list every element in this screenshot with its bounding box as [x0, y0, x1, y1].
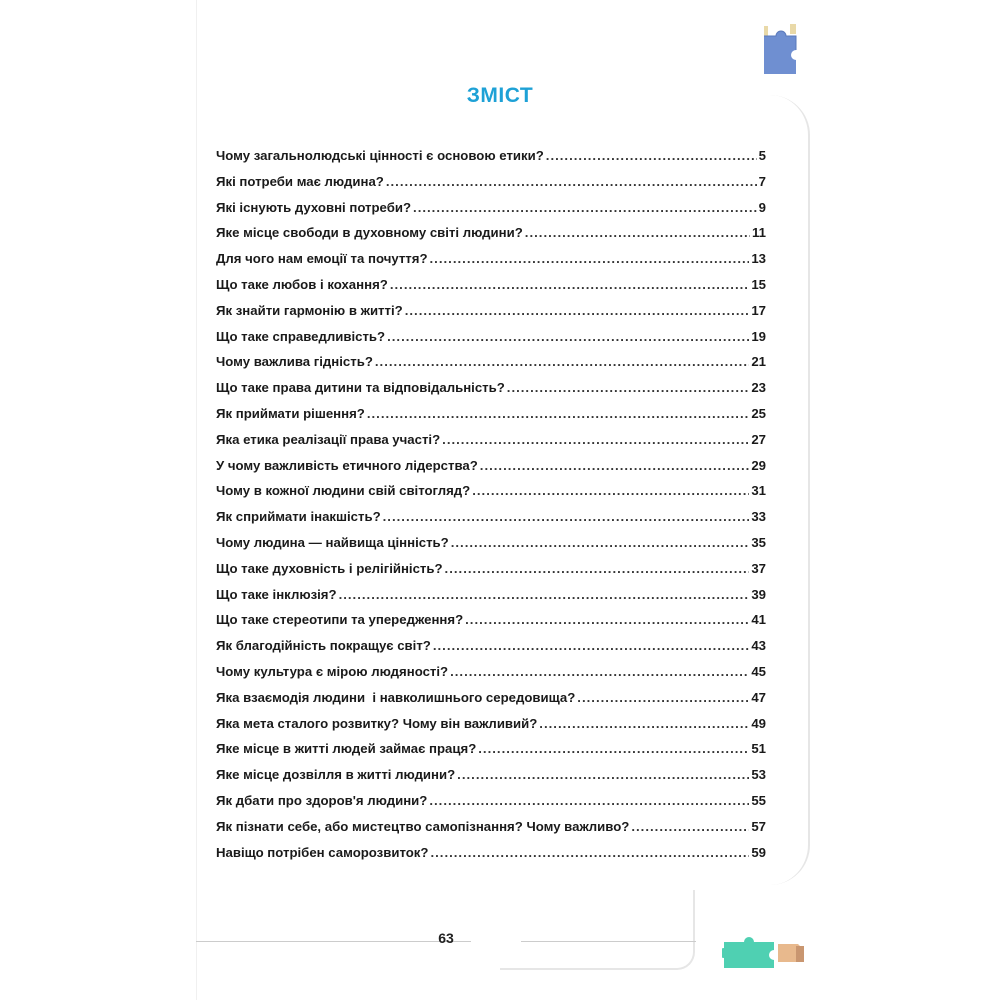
toc-entry-page: 9	[758, 199, 766, 215]
page-title: ЗМІСТ	[466, 84, 534, 107]
toc-dot-leader	[383, 509, 750, 524]
toc-dot-leader	[413, 200, 757, 215]
toc-entry-page: 27	[751, 431, 766, 447]
toc-dot-leader	[457, 767, 749, 782]
toc-dot-leader	[478, 741, 749, 756]
toc-entry-title: Як знайти гармонію в житті?	[216, 302, 403, 318]
toc-dot-leader	[507, 380, 750, 395]
toc-entry-page: 21	[751, 354, 766, 370]
toc-entry-title: Яка мета сталого розвитку? Чому він важливий?	[216, 715, 538, 731]
toc-entry-page: 53	[751, 767, 766, 783]
toc-entry[interactable]	[216, 741, 766, 767]
toc-entry[interactable]	[216, 174, 766, 200]
toc-dot-leader	[430, 251, 750, 266]
toc-entry-page: 45	[751, 663, 766, 679]
toc-entry[interactable]	[216, 329, 766, 355]
toc-dot-leader	[429, 793, 749, 808]
page-edge	[196, 0, 197, 1000]
toc-entry-title: Чому важлива гідність?	[216, 354, 373, 370]
toc-entry-page: 17	[751, 302, 766, 318]
puzzle-piece-icon	[722, 936, 806, 975]
toc-entry-page: 37	[751, 560, 766, 576]
toc-entry[interactable]	[216, 664, 766, 690]
toc-entry-page: 15	[751, 276, 766, 292]
toc-entry-title: Для чого нам емоції та почуття?	[216, 251, 428, 267]
toc-entry-page: 49	[751, 715, 766, 731]
toc-dot-leader	[472, 483, 749, 498]
toc-dot-leader	[405, 303, 750, 318]
table-of-contents	[216, 148, 766, 870]
toc-entry-title: Що таке духовність і релігійність?	[216, 560, 443, 576]
toc-entry[interactable]	[216, 200, 766, 226]
toc-entry-title: Що таке права дитини та відповідальність?	[216, 380, 505, 396]
toc-entry-page: 5	[758, 148, 766, 163]
toc-entry[interactable]	[216, 690, 766, 716]
toc-entry-page: 51	[751, 741, 766, 757]
toc-entry[interactable]	[216, 819, 766, 845]
toc-entry-page: 29	[751, 457, 766, 473]
toc-entry-title: Чому в кожної людини свій світогляд?	[216, 483, 471, 499]
toc-dot-leader	[631, 819, 749, 834]
toc-entry-title: Як благодійність покращує світ?	[216, 638, 431, 654]
toc-entry-title: Що таке інклюзія?	[216, 586, 337, 602]
toc-entry-title: Що таке справедливість?	[216, 328, 386, 344]
toc-entry-title: Як сприймати інакшість?	[216, 509, 381, 525]
toc-dot-leader	[390, 277, 750, 292]
puzzle-piece-icon	[762, 24, 802, 85]
toc-entry[interactable]	[216, 612, 766, 638]
toc-entry-page: 19	[751, 328, 766, 344]
toc-entry[interactable]	[216, 483, 766, 509]
toc-entry[interactable]	[216, 716, 766, 742]
toc-entry-title: Яка взаємодія людини і навколишнього середовища?	[216, 689, 576, 705]
toc-dot-leader	[546, 148, 757, 163]
toc-entry-title: Які існують духовні потреби?	[216, 199, 412, 215]
toc-dot-leader	[442, 432, 749, 447]
toc-entry-page: 39	[751, 586, 766, 602]
toc-dot-leader	[367, 406, 749, 421]
toc-dot-leader	[577, 690, 749, 705]
toc-entry[interactable]	[216, 432, 766, 458]
footer-rule-right	[521, 941, 696, 942]
toc-dot-leader	[375, 354, 749, 369]
page-number: 63	[438, 930, 454, 946]
toc-dot-leader	[386, 174, 757, 189]
toc-entry[interactable]	[216, 535, 766, 561]
toc-entry-page: 23	[751, 380, 766, 396]
toc-entry[interactable]	[216, 380, 766, 406]
toc-entry-page: 47	[751, 689, 766, 705]
toc-dot-leader	[433, 638, 749, 653]
toc-entry[interactable]	[216, 458, 766, 484]
toc-entry[interactable]	[216, 225, 766, 251]
toc-entry[interactable]	[216, 587, 766, 613]
toc-dot-leader	[539, 716, 749, 731]
toc-dot-leader	[525, 225, 750, 240]
toc-entry-page: 33	[751, 509, 766, 525]
toc-dot-leader	[480, 458, 750, 473]
toc-entry[interactable]	[216, 354, 766, 380]
toc-entry-title: Яке місце дозвілля в житті людини?	[216, 767, 456, 783]
toc-entry[interactable]	[216, 767, 766, 793]
toc-dot-leader	[465, 612, 749, 627]
toc-entry-page: 43	[751, 638, 766, 654]
toc-entry[interactable]	[216, 148, 766, 174]
toc-entry-title: Чому загальнолюдські цінності є основою етики?	[216, 148, 544, 163]
toc-dot-leader	[450, 664, 749, 679]
toc-entry-page: 55	[751, 792, 766, 808]
toc-entry-page: 35	[751, 534, 766, 550]
toc-entry-title: Що таке любов і кохання?	[216, 276, 388, 292]
toc-entry-title: Як пізнати себе, або мистецтво самопізнання? Чому важливо?	[216, 818, 630, 834]
toc-entry[interactable]	[216, 845, 766, 871]
toc-entry[interactable]	[216, 303, 766, 329]
toc-entry[interactable]	[216, 638, 766, 664]
toc-entry[interactable]	[216, 406, 766, 432]
toc-entry-title: Чому людина — найвища цінність?	[216, 534, 449, 550]
toc-entry-page: 31	[751, 483, 766, 499]
toc-entry-page: 59	[751, 844, 766, 860]
toc-dot-leader	[445, 561, 750, 576]
toc-entry-page: 57	[751, 818, 766, 834]
toc-entry[interactable]	[216, 793, 766, 819]
toc-entry-page: 7	[758, 173, 766, 189]
toc-entry-page: 11	[752, 225, 766, 241]
toc-entry[interactable]	[216, 561, 766, 587]
toc-entry-page: 25	[751, 405, 766, 421]
toc-entry-page: 41	[751, 612, 766, 628]
toc-entry-title: Яка етика реалізації права участі?	[216, 431, 441, 447]
toc-entry-title: Навіщо потрібен саморозвиток?	[216, 844, 429, 860]
toc-entry[interactable]	[216, 509, 766, 535]
toc-entry[interactable]	[216, 251, 766, 277]
toc-entry-title: Як дбати про здоров'я людини?	[216, 792, 428, 808]
toc-entry-title: Як приймати рішення?	[216, 405, 365, 421]
toc-entry-title: У чому важливість етичного лідерства?	[216, 457, 478, 473]
toc-dot-leader	[339, 587, 750, 602]
page-footer	[196, 930, 696, 950]
toc-entry-title: Яке місце в житті людей займає праця?	[216, 741, 477, 757]
toc-entry[interactable]	[216, 277, 766, 303]
toc-entry-title: Чому культура є мірою людяності?	[216, 663, 449, 679]
toc-entry-page: 13	[751, 251, 766, 267]
toc-dot-leader	[451, 535, 750, 550]
toc-dot-leader	[430, 845, 749, 860]
toc-entry-title: Що таке стереотипи та упередження?	[216, 612, 464, 628]
toc-dot-leader	[387, 329, 749, 344]
toc-entry-title: Які потреби має людина?	[216, 173, 384, 189]
toc-entry-title: Яке місце свободи в духовному світі людини?	[216, 225, 523, 241]
